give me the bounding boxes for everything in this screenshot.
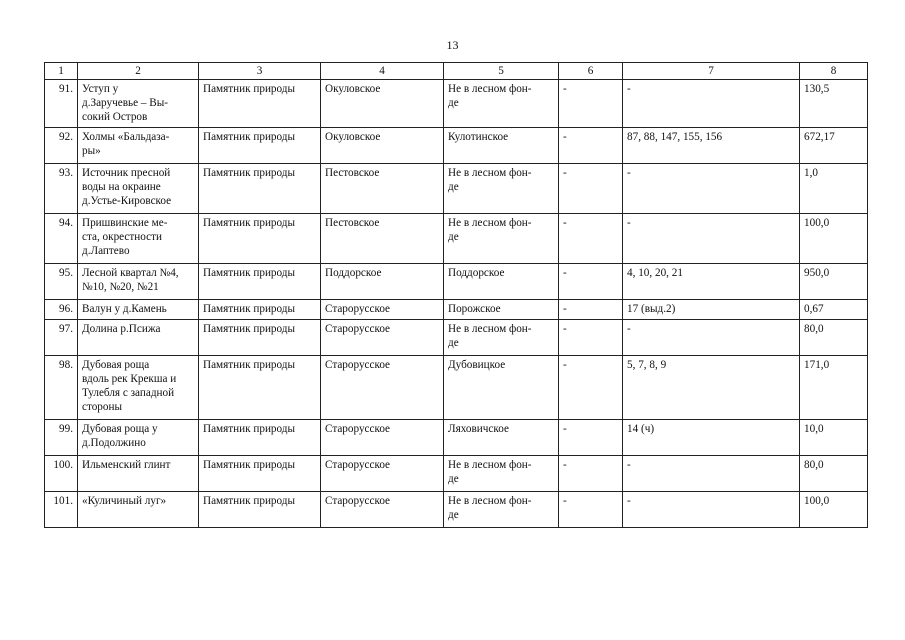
object-category: Памятник природы — [199, 356, 321, 420]
object-name: Уступ у д.Заручевье – Вы- сокий Остров — [78, 80, 199, 128]
object-category: Памятник природы — [199, 492, 321, 528]
header-row — [45, 63, 868, 80]
area-value: 80,0 — [800, 320, 868, 356]
district-name: Окуловское — [321, 128, 444, 164]
area-value: 100,0 — [800, 214, 868, 264]
table-row — [45, 492, 868, 528]
object-category: Памятник природы — [199, 420, 321, 456]
column-6-value: - — [559, 456, 623, 492]
forestry-name: Дубовицкое — [444, 356, 559, 420]
object-category: Памятник природы — [199, 264, 321, 300]
row-number: 92. — [45, 128, 78, 164]
object-category: Памятник природы — [199, 320, 321, 356]
protected-areas-table — [44, 62, 868, 528]
area-value: 171,0 — [800, 356, 868, 420]
area-value: 130,5 — [800, 80, 868, 128]
forest-quarters: 17 (выд.2) — [623, 300, 800, 320]
forest-quarters: 14 (ч) — [623, 420, 800, 456]
row-number: 99. — [45, 420, 78, 456]
row-number: 97. — [45, 320, 78, 356]
forest-quarters: - — [623, 320, 800, 356]
row-number: 94. — [45, 214, 78, 264]
table-row — [45, 300, 868, 320]
forestry-name: Кулотинское — [444, 128, 559, 164]
object-category: Памятник природы — [199, 80, 321, 128]
object-name: Холмы «Бальдаза- ры» — [78, 128, 199, 164]
table-row — [45, 456, 868, 492]
table-row — [45, 80, 868, 128]
page-number: 13 — [446, 38, 459, 52]
district-name: Старорусское — [321, 492, 444, 528]
district-name: Старорусское — [321, 456, 444, 492]
column-6-value: - — [559, 420, 623, 456]
object-category: Памятник природы — [199, 300, 321, 320]
object-name: Дубовая роща вдоль рек Крекша и Тулебля с западной стороны — [78, 356, 199, 420]
forestry-name: Не в лесном фон- де — [444, 80, 559, 128]
area-value: 80,0 — [800, 456, 868, 492]
area-value: 100,0 — [800, 492, 868, 528]
row-number: 91. — [45, 80, 78, 128]
column-6-value: - — [559, 264, 623, 300]
district-name: Старорусское — [321, 300, 444, 320]
district-name: Старорусское — [321, 356, 444, 420]
column-header: 1 — [45, 63, 78, 80]
table-row — [45, 264, 868, 300]
forestry-name: Порожское — [444, 300, 559, 320]
object-name: Источник пресной воды на окраине д.Устье-Кировское — [78, 164, 199, 214]
object-name: «Куличиный луг» — [78, 492, 199, 528]
district-name: Поддорское — [321, 264, 444, 300]
column-6-value: - — [559, 128, 623, 164]
column-6-value: - — [559, 214, 623, 264]
column-6-value: - — [559, 164, 623, 214]
area-value: 10,0 — [800, 420, 868, 456]
district-name: Окуловское — [321, 80, 444, 128]
forestry-name: Ляховичское — [444, 420, 559, 456]
forestry-name: Не в лесном фон- де — [444, 492, 559, 528]
forest-quarters: - — [623, 80, 800, 128]
column-header: 3 — [199, 63, 321, 80]
district-name: Пестовское — [321, 214, 444, 264]
row-number: 96. — [45, 300, 78, 320]
district-name: Старорусское — [321, 320, 444, 356]
forest-quarters: - — [623, 456, 800, 492]
forestry-name: Не в лесном фон- де — [444, 214, 559, 264]
row-number: 101. — [45, 492, 78, 528]
table-row — [45, 214, 868, 264]
forest-quarters: - — [623, 214, 800, 264]
district-name: Старорусское — [321, 420, 444, 456]
column-6-value: - — [559, 356, 623, 420]
area-value: 1,0 — [800, 164, 868, 214]
forest-quarters: 87, 88, 147, 155, 156 — [623, 128, 800, 164]
column-header: 7 — [623, 63, 800, 80]
object-name: Валун у д.Камень — [78, 300, 199, 320]
column-header: 2 — [78, 63, 199, 80]
forest-quarters: - — [623, 492, 800, 528]
object-name: Пришвинские ме- ста, окрестности д.Лаптево — [78, 214, 199, 264]
column-header: 6 — [559, 63, 623, 80]
object-category: Памятник природы — [199, 214, 321, 264]
column-header: 8 — [800, 63, 868, 80]
table-row — [45, 356, 868, 420]
area-value: 0,67 — [800, 300, 868, 320]
row-number: 98. — [45, 356, 78, 420]
table-row — [45, 420, 868, 456]
district-name: Пестовское — [321, 164, 444, 214]
forestry-name: Не в лесном фон- де — [444, 320, 559, 356]
forestry-name: Поддорское — [444, 264, 559, 300]
column-6-value: - — [559, 80, 623, 128]
column-header: 4 — [321, 63, 444, 80]
object-name: Лесной квартал №4, №10, №20, №21 — [78, 264, 199, 300]
row-number: 93. — [45, 164, 78, 214]
forest-quarters: - — [623, 164, 800, 214]
row-number: 95. — [45, 264, 78, 300]
forest-quarters: 4, 10, 20, 21 — [623, 264, 800, 300]
column-6-value: - — [559, 320, 623, 356]
forestry-name: Не в лесном фон- де — [444, 164, 559, 214]
forest-quarters: 5, 7, 8, 9 — [623, 356, 800, 420]
row-number: 100. — [45, 456, 78, 492]
area-value: 950,0 — [800, 264, 868, 300]
object-name: Долина р.Псижа — [78, 320, 199, 356]
table-row — [45, 320, 868, 356]
object-category: Памятник природы — [199, 164, 321, 214]
column-header: 5 — [444, 63, 559, 80]
object-name: Ильменский глинт — [78, 456, 199, 492]
table-row — [45, 164, 868, 214]
forestry-name: Не в лесном фон- де — [444, 456, 559, 492]
object-name: Дубовая роща у д.Подолжино — [78, 420, 199, 456]
object-category: Памятник природы — [199, 128, 321, 164]
column-6-value: - — [559, 300, 623, 320]
table-row — [45, 128, 868, 164]
object-category: Памятник природы — [199, 456, 321, 492]
area-value: 672,17 — [800, 128, 868, 164]
column-6-value: - — [559, 492, 623, 528]
